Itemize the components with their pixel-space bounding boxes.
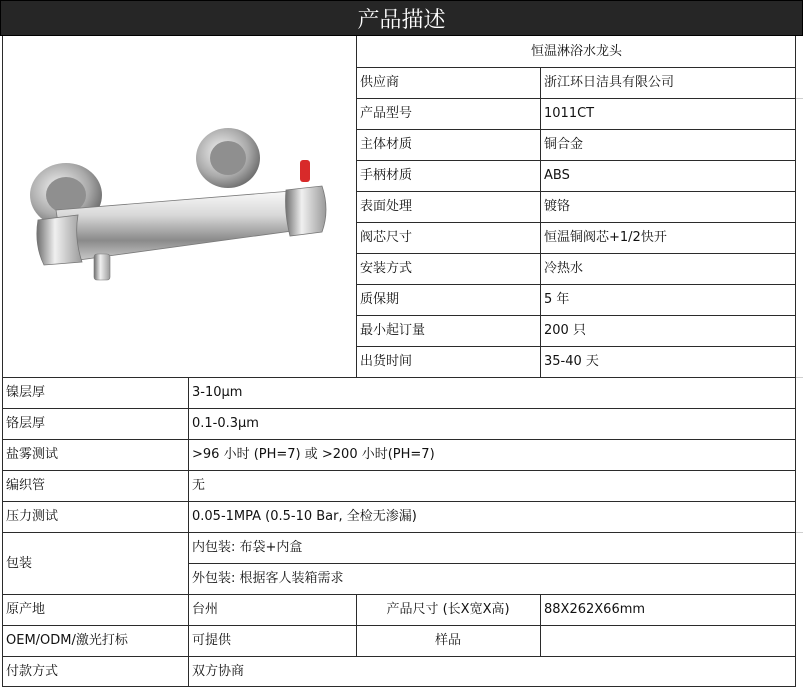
table-border <box>2 408 796 409</box>
product-name: 恒温淋浴水龙头 <box>530 44 622 59</box>
table-border <box>2 501 796 502</box>
spec-label-supplier: 供应商 <box>360 75 400 90</box>
packing-inner: 内包装: 布袋+内盒 <box>192 540 303 555</box>
table-border <box>356 36 357 377</box>
table-border <box>356 160 796 161</box>
table-border <box>356 98 796 99</box>
table-border <box>2 686 796 687</box>
oem-value: 可提供 <box>192 633 232 648</box>
packing-outer: 外包装: 根据客人装箱需求 <box>192 571 344 586</box>
detail-label-salt-spray: 盐雾测试 <box>6 447 59 462</box>
spec-value-handle-material: ABS <box>544 168 570 183</box>
spec-value-surface: 镀铬 <box>544 199 571 214</box>
detail-label-hose: 编织管 <box>6 478 46 493</box>
product-image <box>4 40 354 372</box>
spec-label-surface: 表面处理 <box>360 199 413 214</box>
detail-label-chrome: 铬层厚 <box>6 416 46 431</box>
table-border <box>356 284 796 285</box>
spec-value-install: 冷热水 <box>544 261 584 276</box>
table-border <box>2 656 796 657</box>
oem-label: OEM/ODM/激光打标 <box>6 633 128 648</box>
spec-value-delivery: 35-40 天 <box>544 354 599 369</box>
payment-value: 双方协商 <box>192 664 245 679</box>
origin-label: 原产地 <box>6 602 46 617</box>
spec-label-moq: 最小起订量 <box>360 323 426 338</box>
grid-line <box>796 377 803 378</box>
spec-label-handle-material: 手柄材质 <box>360 168 413 183</box>
detail-value-nickel: 3-10μm <box>192 385 243 400</box>
detail-value-salt-spray: >96 小时 (PH=7) 或 >200 小时(PH=7) <box>192 447 435 462</box>
spec-label-install: 安装方式 <box>360 261 413 276</box>
page-title: 产品描述 <box>0 0 803 36</box>
table-border <box>356 129 796 130</box>
packing-label: 包装 <box>6 555 33 571</box>
spec-value-body-material: 铜合金 <box>544 137 584 152</box>
table-border <box>2 625 796 626</box>
table-border <box>2 377 796 378</box>
detail-value-pressure: 0.05-1MPA (0.5-10 Bar, 全检无渗漏) <box>192 509 417 524</box>
table-border <box>2 36 3 687</box>
size-value: 88X262X66mm <box>544 602 646 617</box>
table-border <box>356 67 796 68</box>
table-border <box>356 222 796 223</box>
table-border <box>188 563 796 564</box>
grid-line <box>796 98 803 99</box>
detail-value-chrome: 0.1-0.3μm <box>192 416 259 431</box>
detail-value-hose: 无 <box>192 478 206 493</box>
grid-line <box>796 532 803 533</box>
payment-label: 付款方式 <box>6 664 59 679</box>
spec-label-cartridge: 阀芯尺寸 <box>360 230 413 245</box>
table-border <box>2 594 796 595</box>
table-border <box>356 191 796 192</box>
sample-value <box>540 625 795 656</box>
table-border <box>2 439 796 440</box>
spec-value-warranty: 5 年 <box>544 292 570 307</box>
spec-value-moq: 200 只 <box>544 323 586 338</box>
spec-label-delivery: 出货时间 <box>360 354 413 369</box>
table-border <box>2 470 796 471</box>
sample-label: 样品 <box>434 633 461 648</box>
table-border <box>356 315 796 316</box>
size-label: 产品尺寸 (长X宽X高) <box>386 602 510 617</box>
spec-value-model: 1011CT <box>544 106 595 121</box>
spec-label-warranty: 质保期 <box>360 292 400 307</box>
spec-value-cartridge: 恒温铜阀芯+1/2快开 <box>544 230 667 245</box>
spec-label-model: 产品型号 <box>360 106 413 121</box>
origin-value: 台州 <box>192 602 219 617</box>
table-border <box>2 532 796 533</box>
detail-label-nickel: 镍层厚 <box>6 385 46 400</box>
detail-label-pressure: 压力测试 <box>6 509 59 524</box>
spec-label-body-material: 主体材质 <box>360 137 413 152</box>
table-border <box>356 253 796 254</box>
table-border <box>356 346 796 347</box>
table-border <box>795 36 796 687</box>
spec-value-supplier: 浙江环日洁具有限公司 <box>544 75 675 90</box>
